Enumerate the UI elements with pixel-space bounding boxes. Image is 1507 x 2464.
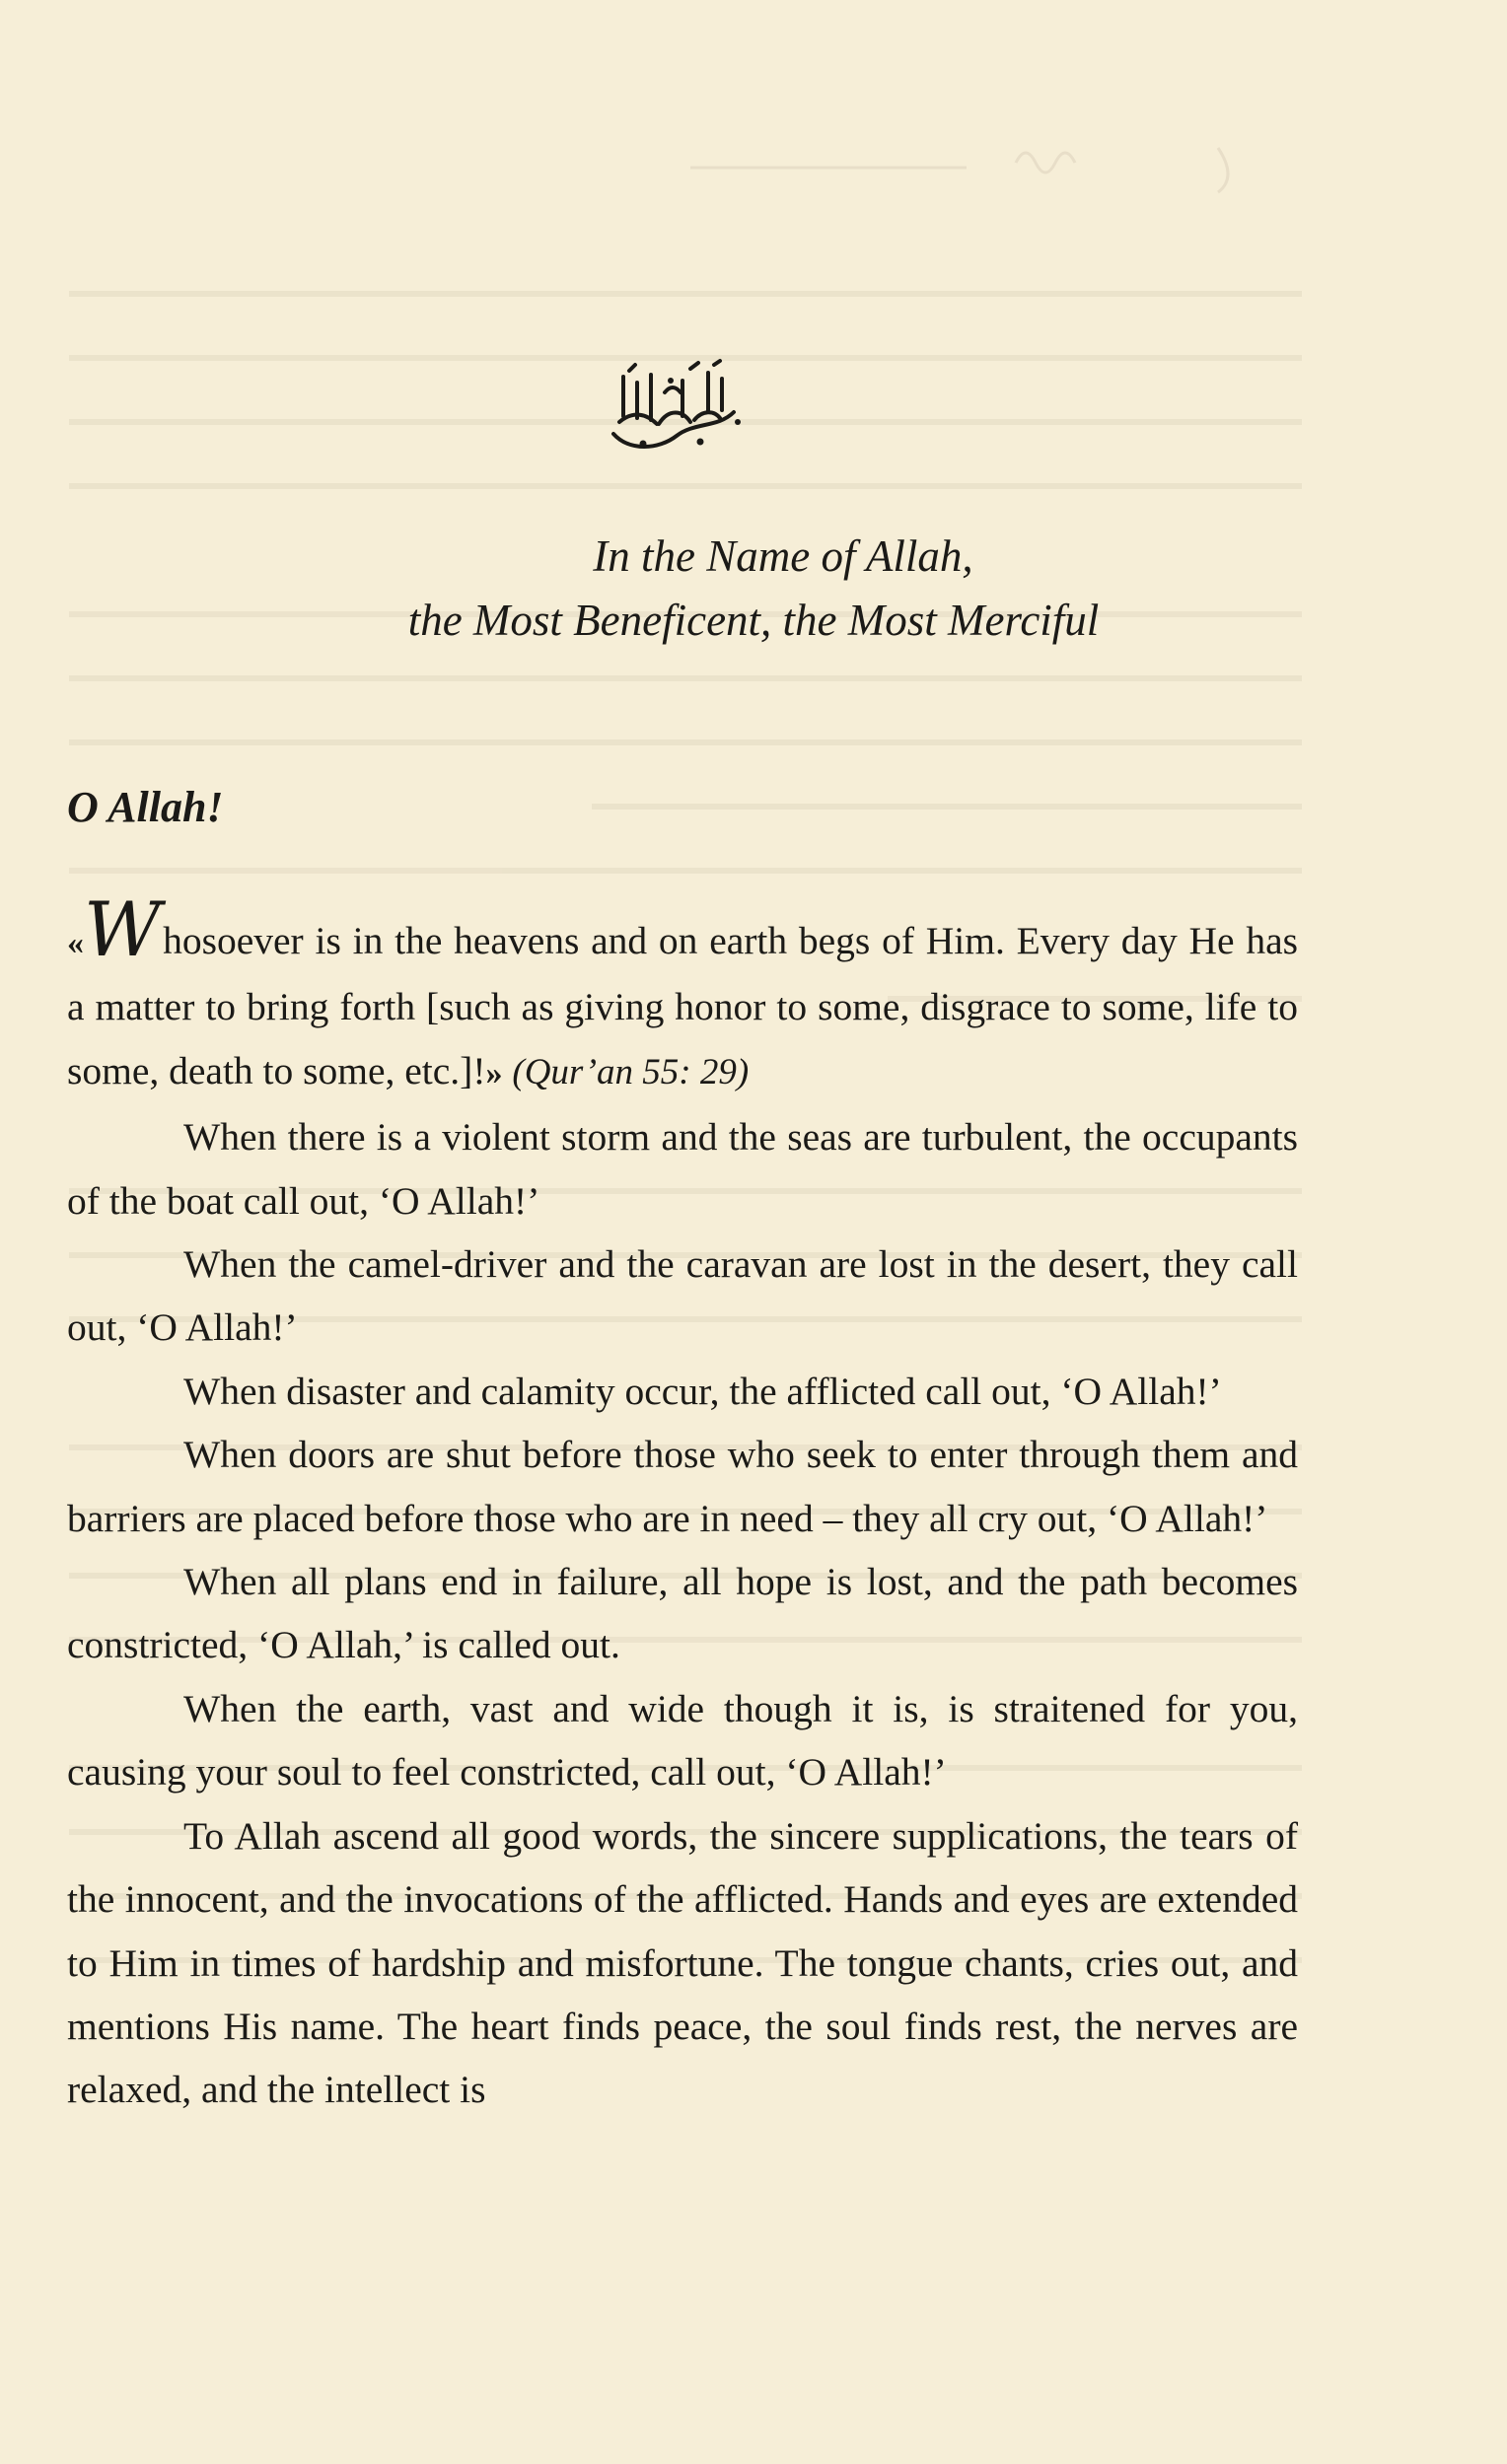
- quran-verse-paragraph: [67, 885, 1298, 1105]
- heading-line-2: the Most Beneficent, the Most Merciful: [407, 596, 1100, 645]
- basmala-calligraphy: [600, 353, 748, 461]
- basmala-translation: [0, 525, 1507, 653]
- chapter-title: O Allah!: [67, 783, 224, 831]
- paragraph: To Allah ascend all good words, the sincere supplications, the tears of the innocent, and the invocations of the afflicted. Hands and eyes are extended to Him in times of hardship and misfortune. The tongue chants, cries out, and mentions His name. The heart finds peace, the soul finds rest, the nerves are relaxed, and the intellect is: [67, 1813, 1298, 2112]
- body-text: [67, 885, 1298, 2122]
- verse-citation: (Qur’an 55: 29): [512, 1051, 750, 1092]
- paragraph: When disaster and calamity occur, the afflicted call out, ‘O Allah!’: [183, 1369, 1222, 1413]
- ornate-bracket-open: «: [67, 925, 84, 961]
- ornate-bracket-close: »: [485, 1054, 503, 1091]
- paragraph: When the earth, vast and wide though it is, is straitened for you, causing your soul to feel constricted, call out, ‘O Allah!’: [67, 1686, 1298, 1795]
- paragraph: When doors are shut before those who seek to enter through them and barriers are placed before those who are in need – they all cry out, ‘O Allah!’: [67, 1433, 1298, 1540]
- drop-cap-letter: W: [84, 885, 162, 973]
- heading-line-1: In the Name of Allah,: [593, 531, 973, 581]
- verse-text: hosoever is in the heavens and on earth begs of Him. Every day He has a matter to bring forth [such as giving honor to some, disgrace to some, life to some, death to some, etc.]!: [67, 919, 1298, 1092]
- paragraph: When all plans end in failure, all hope is lost, and the path becomes constricted, ‘O Allah,’ is called out.: [67, 1560, 1298, 1667]
- paragraph: When the camel-driver and the caravan are lost in the desert, they call out, ‘O Allah!’: [67, 1242, 1298, 1350]
- paragraph: When there is a violent storm and the seas are turbulent, the occupants of the boat call out, ‘O Allah!’: [67, 1115, 1298, 1223]
